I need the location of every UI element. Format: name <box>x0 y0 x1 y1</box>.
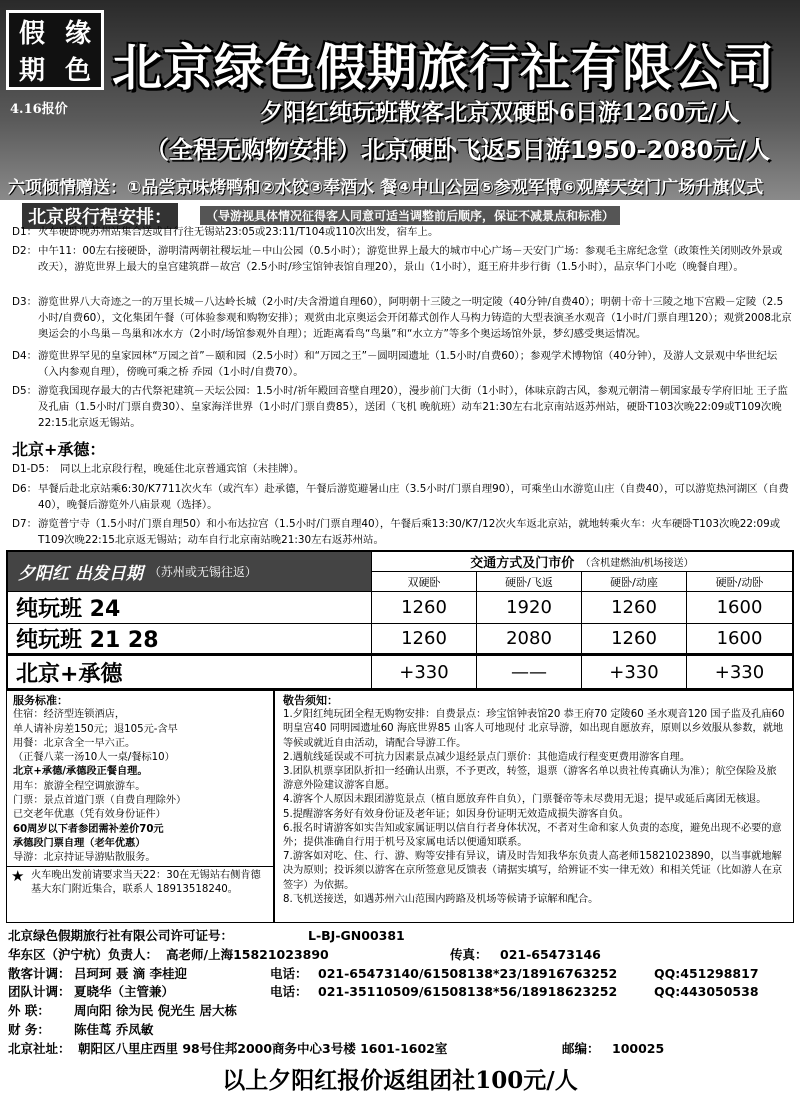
departure-title: 夕阳红 出发日期 <box>18 564 143 584</box>
notice-title: 敬告须知： <box>283 694 338 707</box>
logo-char: 假 <box>18 19 45 49</box>
notice-line: 4.游客个人原因未跟团游览景点（植自愿放弃件自负），门票餐帝等未尽费用无退；提早或延后离团无核退。 <box>283 794 767 806</box>
notice-line: 1.夕阳红纯玩团全程无购物安排：自费景点：珍宝馆钟表馆20 恭王府70 定陵60 圣水观音120 国子监及孔庙60 明皇宫40 同明园遗址60 海底世界85 山客人可地现付 北京导游，如出现自愿放弃，原则以乡效服从参数，就地等候或就近自由活动，请配合导游工作。 <box>283 709 785 749</box>
finance-row <box>8 1021 798 1040</box>
price-cell: 1260 <box>582 624 687 656</box>
service-line: （正餐八菜一汤10人一桌/餐标10） <box>13 752 175 764</box>
license-value: L-BJ-GN00381 <box>308 928 405 943</box>
itinerary-day <box>12 348 792 380</box>
tour-line-2: （全程无购物安排）北京硬卧飞返5日游1950-2080元/人 <box>145 136 771 164</box>
notice-line: 8.飞机送接送，如遇苏州六山范围内跨路及机场等候请予谅解和配合。 <box>283 893 599 905</box>
star-icon: ★ <box>11 867 25 885</box>
license-row <box>8 927 798 946</box>
gifts-line: 六项倾情赠送：①品尝京味烤鸭和②水饺③奉酒水 餐④中山公园⑤参观军博⑥观摩天安门广场升旗仪式 <box>8 178 764 198</box>
day-label: D2： <box>12 245 38 257</box>
service-line: 住宿：经济型连锁酒店， <box>13 709 126 721</box>
group-qq: QQ:443050538 <box>654 984 759 1000</box>
price-cell: 1600 <box>687 624 792 656</box>
chengde-heading: 北京+承德： <box>12 440 106 459</box>
price-table <box>6 550 794 690</box>
fax-value: 021-65473146 <box>500 946 601 962</box>
retail-row <box>8 965 798 984</box>
itinerary-note: （导游视具体情况征得客人同意可适当调整前后顺序，保证不减景点和标准） <box>200 206 620 225</box>
service-line: 门票：景点首道门票（自费自理除外） <box>13 795 187 807</box>
row-label: 北京+承德 <box>8 656 372 688</box>
departure-sub: （苏州或无锡往返） <box>148 565 257 579</box>
group-row <box>8 983 798 1002</box>
notice-line: 6.报名时请游客如实告知或家属证明以信自行者身体状况，不者对生命和家人负责的态度，避免出现不必要的意外；提供准确自行用于机号及家属电话以便通知联系。 <box>283 822 782 849</box>
day-text: 游览我国现存最大的古代祭祀建筑－天坛公园：1.5小时/祈年殿回音壁自理20），漫步前门大街（1小时），体味京韵古风，参观元朝清－朝国家最专学府旧址 王子监及孔庙（1.5小时/门票自费30）、皇家海洋世界（1小时/门票自费85），送团（飞机 晚航班）动车21:30左右北京南站返苏州站，硬卧T103次晚22:09或T109次晚22:15北京返无锡站。 <box>38 385 788 429</box>
company-logo <box>6 10 104 90</box>
day-text: 早餐后赴北京站乘6:30/K7711次火车（或汽车）赴承德，午餐后游览避暑山庄（3.5小时/门票自理90），可乘坐山水游览山庄（自费40），可以游览热河湖区（自费40），晚餐后游览外八庙景观（选择）。 <box>38 483 789 511</box>
day-label: D6： <box>12 483 38 495</box>
day-text: 游览世界罕见的皇家园林“万园之首”－颐和园（2.5小时）和“万园之王”－圆明园遗址（1.5小时/自费60）；参观学术博物馆（40分钟），及游人文景观中华世纪坛（入内参观自理），傍晚可乘之桥 乔园（1小时/自费70）。 <box>38 350 778 378</box>
service-line: 已交老年优惠（凭有效身份证件） <box>13 809 166 821</box>
service-line: 60周岁以下者参团需补差价70元 <box>13 823 164 835</box>
price-table-left-header <box>8 552 372 592</box>
retail-label: 散客计调： <box>8 965 71 981</box>
notice-line: 3.团队机票享团队折扣一经确认出票，不予更改，转签，退票（游客名单以贵社传真确认为准）；航空保险及旅游意外险建议游客自愿。 <box>283 766 777 792</box>
column-header: 硬卧/动座 <box>582 572 687 592</box>
price-table-right-header <box>372 552 792 572</box>
address-row <box>8 1040 798 1059</box>
day-text: 同以上北京段行程，晚延住北京普通宾馆（未挂牌）。 <box>60 463 305 475</box>
group-tel: 021-35110509/61508138*56/18918623252 <box>318 984 618 1000</box>
itinerary-heading: 北京段行程安排： <box>22 203 178 229</box>
east-value: 高老师/上海15821023890 <box>166 946 329 962</box>
group-label: 团队计调： <box>8 984 71 1000</box>
price-cell: 1260 <box>372 624 477 656</box>
fax-label: 传真： <box>450 946 488 962</box>
footer-slogan: 以上夕阳红报价返组团社100元/人 <box>222 1067 578 1094</box>
retail-names: 吕珂珂 聂 滴 李桂迎 <box>74 965 188 981</box>
service-line: 用车：旅游全程空调旅游车。 <box>13 780 146 792</box>
transport-title: 交通方式及门市价 <box>470 556 575 571</box>
outside-label: 外 联： <box>8 1003 50 1019</box>
service-line: 用餐：北京含全一早六正。 <box>13 737 136 749</box>
header-banner <box>0 0 800 200</box>
group-names: 夏晓华（主管兼） <box>74 984 175 1000</box>
address: 朝阳区八里庄西里 98号住邦2000商务中心3号楼 1601-1602室 <box>78 1040 448 1056</box>
company-title: 北京绿色假期旅行社有限公司 <box>112 38 775 97</box>
row-label: 纯玩班 21 28 <box>8 624 372 656</box>
finance-names: 陈佳茑 乔凤敏 <box>74 1021 154 1037</box>
east-region-row <box>8 946 798 965</box>
price-cell: 1260 <box>582 592 687 624</box>
address-label: 北京社址： <box>8 1040 71 1056</box>
day-text: 中午11：00左右接硬卧，游明清两朝社稷坛址－中山公园（0.5小时）；游览世界上最大的城市中心广场－天安门广场：参观毛主席纪念堂（政策性关闭则改外景或改天），游览世界上最大的皇宫建筑群－故宫（2.5小时/珍宝馆钟表馆自理20），景山（1小时），逛王府井步行街（1.5小时），品京华门小吃（晚餐自理）。 <box>38 245 783 273</box>
itinerary-day <box>12 224 792 240</box>
service-title: 服务标准： <box>13 694 68 707</box>
notice-line: 7.游客如对吃、住、行、游、购等安排有异议，请及时告知我华东负责人高老师15821023890，以当事就地解决为原则；投诉须以游客在京所签意见反馈表（请据实填写，给辨证不实一律无效）和相关凭证（比如游人在京签字）为依据。 <box>283 851 783 891</box>
price-cell: 2080 <box>477 624 582 656</box>
retail-tel: 021-65473140/61508138*23/18916763252 <box>318 965 618 981</box>
notice-box <box>274 690 794 923</box>
logo-char: 缘 <box>64 19 91 49</box>
price-cell: 1600 <box>687 592 792 624</box>
price-cell: 1920 <box>477 592 582 624</box>
day-label: D3： <box>12 296 38 308</box>
price-cell: —— <box>477 656 582 688</box>
day-label: D1-D5： <box>12 463 56 475</box>
outside-row <box>8 1002 798 1021</box>
itinerary-day <box>12 294 792 342</box>
contacts-section <box>8 927 798 1059</box>
service-line: 导游：北京持证导游贴散服务。 <box>13 852 156 864</box>
day-text: 游览世界八大奇迹之一的万里长城－八达岭长城（2小时/夫含滑道自理60），阿明朝十三陵之一明定陵（40分钟/自费40）；明朝十帝十三陵之地下宫殿－定陵（2.5小时/自费60），文化集团午餐（可体验参观和购物安排）；观赏由北京奥运会开闭幕式创作人马构力铸造的大型表演圣水观音（1小时/门票自理120）；观赏2008北京奥运会的小鸟巢－鸟巢和冰水方（2小时/场馆参观外自理）；近距离看鸟“鸟巢”和“水立方”等多个奥运场馆外景，梦幻感受奥运情况。 <box>38 296 792 340</box>
price-cell: +330 <box>582 656 687 688</box>
day-label: D1： <box>12 226 38 238</box>
chengde-day <box>12 481 792 513</box>
itinerary-day <box>12 243 792 275</box>
east-label: 华东区（沪宁杭）负责人： <box>8 946 159 962</box>
tour-line-1: 夕阳红纯玩班散客北京双硬卧6日游1260元/人 <box>260 99 740 126</box>
column-header: 硬卧/动卧 <box>687 572 792 592</box>
postcode-label: 邮编： <box>562 1040 600 1056</box>
row-label: 纯玩班 24 <box>8 592 372 624</box>
logo-char: 期 <box>18 56 45 86</box>
day-label: D5： <box>12 385 38 397</box>
itinerary-day <box>12 383 792 431</box>
service-line: 北京+承德/承德段正餐自理。 <box>13 766 148 778</box>
service-line: 单人请补房差150元；退105元-含早 <box>13 723 178 735</box>
price-cell: +330 <box>372 656 477 688</box>
finance-label: 财 务： <box>8 1021 50 1037</box>
date-tag: 4.16报价 <box>10 102 68 117</box>
column-header: 双硬卧 <box>372 572 477 592</box>
license-label: 北京绿色假期旅行社有限公司许可证号： <box>8 928 234 943</box>
notice-line: 5.提醒游客务好有效身份证及老年证；如因身份证明无效造成损失游客自负。 <box>283 808 629 820</box>
notice-line: 2.遇航线延误或不可抗力因素景点减少退经景点门票价：其他造成行程变更费用游客自理。 <box>283 751 691 763</box>
chengde-day <box>12 461 792 477</box>
transport-sub: （含机建燃油/机场接送） <box>580 558 694 569</box>
day-label: D4： <box>12 350 38 362</box>
postcode: 100025 <box>612 1040 665 1056</box>
chengde-day <box>12 516 792 548</box>
logo-char: 色 <box>64 56 91 86</box>
day-label: D7： <box>12 518 38 530</box>
service-line: 承德段门票自理（老年优惠） <box>13 837 146 849</box>
retail-tel-label: 电话： <box>270 965 308 981</box>
price-cell: +330 <box>714 661 765 683</box>
assembly-note <box>6 866 274 923</box>
day-text: 火车硬卧晚苏州站集合送或自行往无锡站23:05或23:11/T104或110次出发，宿车上。 <box>38 226 439 238</box>
day-text: 游览普宁寺（1.5小时/门票自理50）和小布达拉宫（1.5小时/门票自理40），午餐后乘13:30/K7/12次火车返北京站，就地转乘火车：火车硬卧T103次晚22:09或T109次晚22:15北京返无锡站；动车自行北京南站晚21:30左右返苏州站。 <box>38 518 781 546</box>
assembly-note-text: 火车晚出发前请要求当天22：30在无锡站右侧肯德基大东门附近集合，联系人 18913518240。 <box>31 870 261 895</box>
column-header: 硬卧/飞返 <box>477 572 582 592</box>
retail-qq: QQ:451298817 <box>654 965 759 981</box>
price-cell: 1260 <box>372 592 477 624</box>
group-tel-label: 电话： <box>270 984 308 1000</box>
outside-names: 周向阳 徐为民 倪光生 居大栋 <box>74 1003 238 1019</box>
